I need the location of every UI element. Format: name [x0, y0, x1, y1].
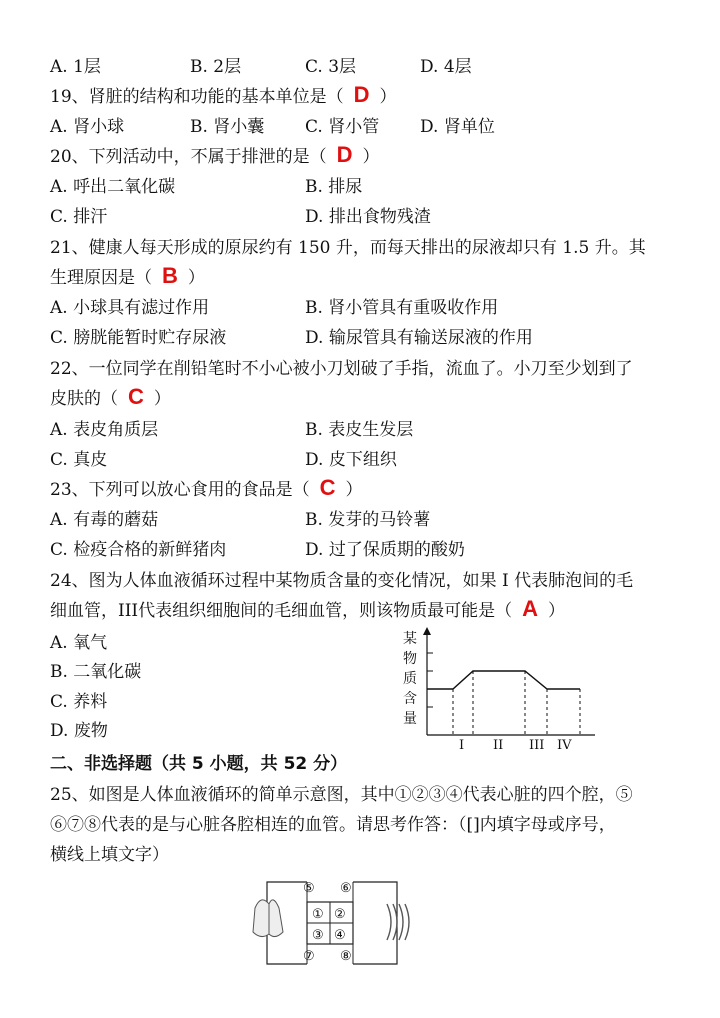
q18-option-a: A. 1层 [50, 57, 101, 77]
q20-option-a: A. 呼出二氧化碳 [50, 177, 176, 197]
q22-option-a: A. 表皮角质层 [50, 420, 159, 440]
q18-option-b: B. 2层 [190, 57, 242, 77]
chamber-2: ② [334, 907, 346, 922]
q22-option-b: B. 表皮生发层 [305, 420, 414, 440]
segment-label-i: I [459, 738, 465, 753]
q22-option-c: C. 真皮 [50, 450, 108, 470]
content-curve [427, 671, 580, 689]
q19-option-a: A. 肾小球 [50, 117, 125, 137]
q20-answer: D [336, 142, 353, 167]
q22-option-d: D. 皮下组织 [305, 450, 397, 470]
q19-stem [50, 82, 397, 109]
q21-answer: B [162, 263, 178, 288]
q20-option-d: D. 排出食物残渣 [305, 207, 431, 227]
q19-option-c: C. 肾小管 [305, 117, 380, 137]
q24-option-b: B. 二氧化碳 [50, 662, 142, 682]
q25-line2: ⑥⑦⑧代表的是与心脏各腔相连的血管。请思考作答：（[]内填字母或序号， [50, 815, 616, 835]
q22-stem [50, 384, 171, 411]
q23-option-a: A. 有毒的蘑菇 [50, 510, 159, 530]
q19-stem-text: 19、肾脏的结构和功能的基本单位是（ [50, 87, 344, 107]
q24-stem-close: ） [548, 601, 566, 621]
q21-option-a: A. 小球具有滤过作用 [50, 298, 210, 318]
q24-option-a: A. 氧气 [50, 633, 108, 653]
vessel-7: ⑦ [303, 949, 315, 964]
q24-answer: A [522, 596, 539, 621]
q24-option-c: C. 养料 [50, 692, 108, 712]
vessel-6: ⑥ [340, 881, 352, 896]
section2-title: 二、非选择题（共 5 小题，共 52 分） [50, 754, 348, 774]
q22-stem-line1: 22、一位同学在削铅笔时不小心被小刀划破了手指，流血了。小刀至少划到了 [50, 359, 633, 379]
q20-option-c: C. 排汗 [50, 207, 108, 227]
q19-option-b: B. 肾小囊 [190, 117, 265, 137]
q23-stem-text: 23、下列可以放心食用的食品是（ [50, 480, 310, 500]
q23-option-d: D. 过了保质期的酸奶 [305, 540, 465, 560]
q19-answer: D [353, 82, 370, 107]
chamber-1: ① [312, 907, 324, 922]
q21-option-b: B. 肾小管具有重吸收作用 [305, 298, 499, 318]
q22-answer: C [128, 384, 144, 409]
q25-line1: 25、如图是人体血液循环的简单示意图，其中①②③④代表心脏的四个腔，⑤ [50, 785, 633, 805]
q21-option-c: C. 膀胱能暂时贮存尿液 [50, 328, 227, 348]
q25-circulation-diagram [245, 868, 430, 978]
q22-stem-close: ） [153, 389, 171, 409]
q21-stem-line1: 21、健康人每天形成的原尿约有 150 升，而每天排出的尿液却只有 1.5 升。其 [50, 238, 646, 258]
graph-ylabel [403, 630, 417, 727]
q19-stem-close: ） [379, 87, 397, 107]
q23-stem [50, 475, 363, 502]
q23-answer: C [319, 475, 336, 500]
y-axis-arrow [423, 627, 431, 635]
tissue-illustration [387, 904, 409, 940]
q24-stem-text: 细血管，III代表组织细胞间的毛细血管，则该物质最可能是（ [50, 601, 513, 621]
q21-stem-close: ） [187, 268, 205, 288]
q22-stem-text: 皮肤的（ [50, 389, 118, 409]
q20-option-b: B. 排尿 [305, 177, 363, 197]
segment-label-iv: IV [557, 738, 572, 753]
chamber-3: ③ [312, 928, 324, 943]
chamber-4: ④ [334, 928, 346, 943]
q21-stem-text: 生理原因是（ [50, 268, 152, 288]
segment-label-ii: II [493, 738, 504, 753]
q20-stem [50, 142, 380, 169]
q24-stem [50, 596, 566, 623]
ylabel-char: 量 [403, 711, 417, 727]
ylabel-char: 质 [403, 671, 417, 687]
q21-option-d: D. 输尿管具有输送尿液的作用 [305, 328, 533, 348]
q21-stem [50, 263, 205, 290]
q23-option-c: C. 检疫合格的新鲜猪肉 [50, 540, 227, 560]
q18-option-d: D. 4层 [420, 57, 472, 77]
segment-label-iii: III [529, 738, 545, 753]
q25-line3: 横线上填文字） [50, 845, 169, 865]
q20-stem-close: ） [362, 147, 380, 167]
q19-option-d: D. 肾单位 [420, 117, 495, 137]
lungs-illustration [253, 900, 283, 937]
q23-option-b: B. 发芽的马铃薯 [305, 510, 431, 530]
ylabel-char: 某 [403, 631, 417, 647]
q24-stem-line1: 24、图为人体血液循环过程中某物质含量的变化情况，如果 I 代表肺泡间的毛 [50, 571, 634, 591]
q23-stem-close: ） [345, 480, 363, 500]
ylabel-char: 含 [403, 691, 417, 707]
q24-option-d: D. 废物 [50, 721, 108, 741]
ylabel-char: 物 [403, 651, 417, 667]
q18-option-c: C. 3层 [305, 57, 357, 77]
vessel-8: ⑧ [340, 949, 352, 964]
q24-graph [395, 625, 615, 755]
q20-stem-text: 20、下列活动中，不属于排泄的是（ [50, 147, 327, 167]
vessel-5: ⑤ [303, 881, 315, 896]
